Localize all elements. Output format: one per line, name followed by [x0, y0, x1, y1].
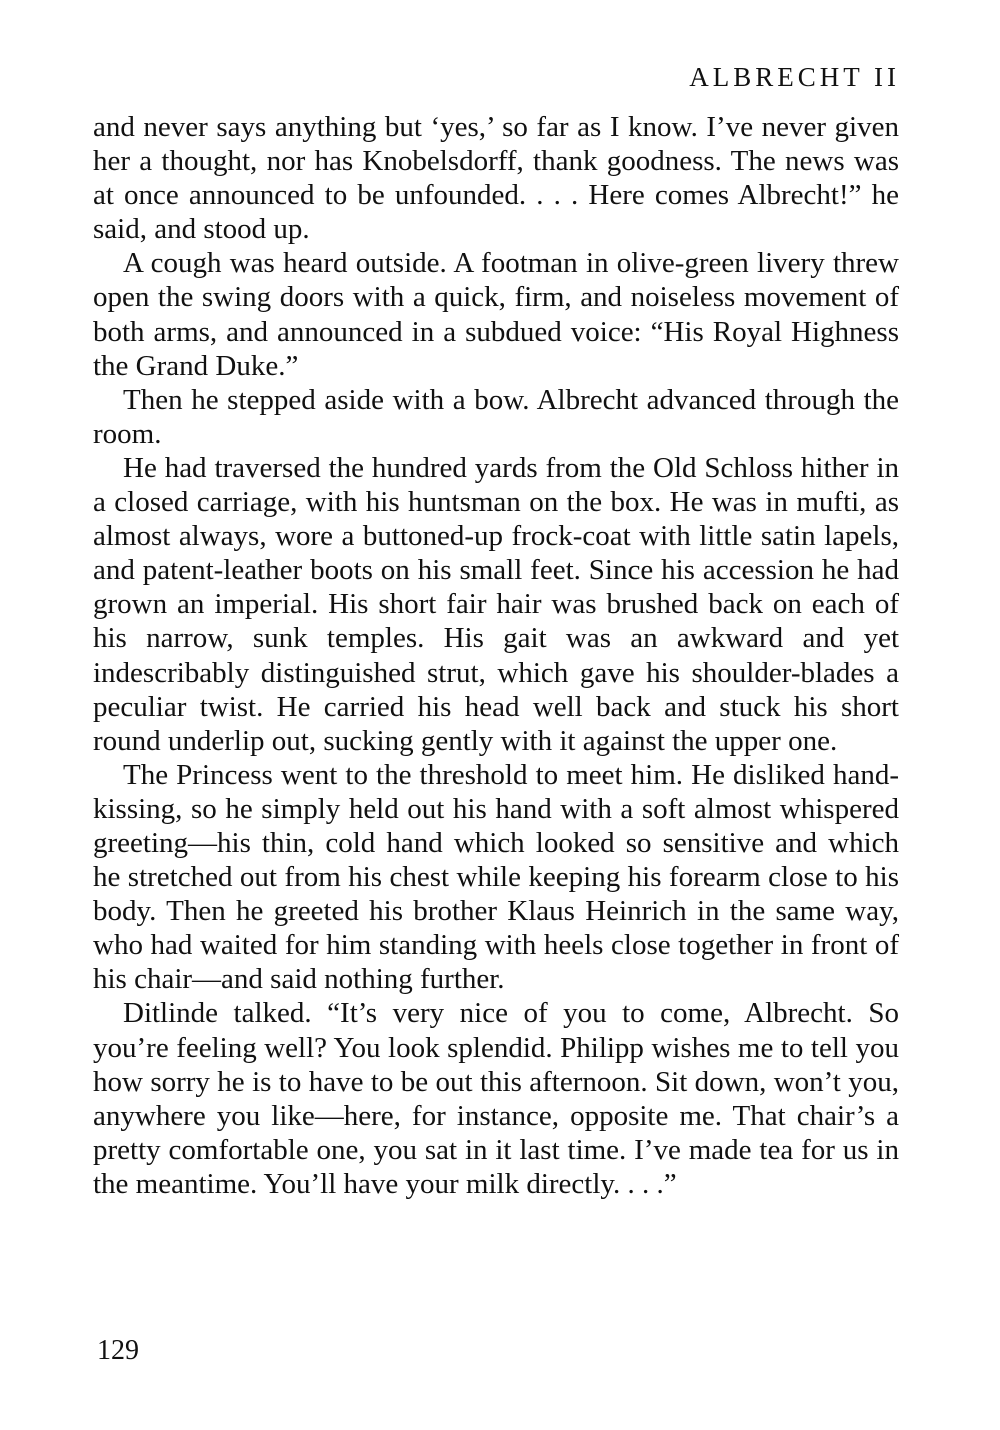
paragraph-1: and never says anything but ‘yes,’ so far as I know. I’ve never given her a thought, nor has Knobelsdorff, thank goodness. The news was at once announced to be unfounded. . . . Here comes Albrecht!” he said, and stood up. [93, 111, 899, 246]
page-number: 129 [97, 1335, 139, 1366]
paragraph-4: He had traversed the hundred yards from the Old Schloss hither in a closed carriage, with his huntsman on the box. He was in mufti, as almost always, wore a buttoned-up frock-coat with little satin lapels, and patent-leather boots on his small feet. Since his accession he had grown an imperial. His short fair hair was brushed back on each of his narrow, sunk temples. His gait was an awkward and yet indescribably distinguished strut, which gave his shoulder-blades a peculiar twist. He carried his head well back and stuck his short round underlip out, sucking gently with it against the upper one. [93, 451, 899, 757]
paragraph-6: Ditlinde talked. “It’s very nice of you to come, Albrecht. So you’re feeling well? You look splendid. Philipp wishes me to tell you how sorry he is to have to be out this afternoon. Sit down, won’t you, anywhere you like—here, for instance, opposite me. That chair’s a pretty comfortable one, you sat in it last time. I’ve made tea for us in the meantime. You’ll have your milk directly. . . .” [93, 997, 899, 1200]
paragraph-3: Then he stepped aside with a bow. Albrecht advanced through the room. [93, 383, 899, 450]
body-text [93, 110, 899, 1201]
running-head-title: ALBRECHT II [689, 62, 900, 92]
paragraph-2: A cough was heard outside. A footman in olive-green livery threw open the swing doors with a quick, firm, and noiseless movement of both arms, and announced in a subdued voice: “His Royal Highness the Grand Duke.” [93, 247, 899, 382]
paragraph-5: The Princess went to the threshold to meet him. He disliked hand-kissing, so he simply held out his hand with a soft almost whispered greeting—his thin, cold hand which looked so sensitive and which he stretched out from his chest while keeping his forearm close to his body. Then he greeted his brother Klaus Heinrich in the same way, who had waited for him standing with heels close together in front of his chair—and said nothing further. [93, 758, 899, 996]
